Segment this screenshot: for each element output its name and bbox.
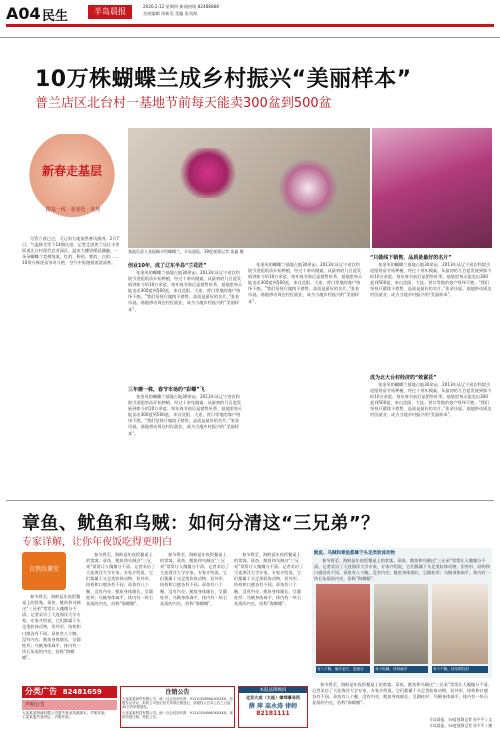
seafood-graphic <box>312 548 492 678</box>
page-header <box>0 0 500 38</box>
body-paragraph: 张金凤的蝴蝶兰基地占地30余亩，2013年从辽宁省农科院引进组培苗开始种植，经过十余年摸索，从最初的几百盆发展到如今的10万余盆。每年春节前后是销售旺季，基地里每天能卖出300盆到500盆，来自沈阳、大连、营口等地的客户络绎不绝。“我们坚持只做线下销售，品质是最好的名片。”张金凤说。基地带动周边村民就业，成为当地乡村振兴的“美丽样本”。 <box>370 262 492 298</box>
law-phone: 82181111 <box>256 710 290 717</box>
second-subheadline: 专家详解，让你年夜饭吃得更明白 <box>22 537 172 548</box>
octopus-image <box>316 584 370 664</box>
lead-headline: 10万株蝴蝶兰成乡村振兴“美丽样本” <box>35 67 412 92</box>
second-body-col5 <box>312 682 492 718</box>
law-box-title: 本报法律顾问 <box>239 687 307 693</box>
body-paragraph: 春节将至，海鲜是年夜饭餐桌上的常客。章鱼、鱿鱼和乌贼这“三兄弟”常常让人傻傻分不清。记者采访了大连海洋大学专家，专家介绍说，它们都属于头足类软体动物，但外形、结构和口感各有不同。章鱼有八个腕，没有内壳；鱿鱼身体细长，呈圆柱形；乌贼身体扁平，体内有一块石灰质的内壳，俗称“海螵蛸”。 <box>314 558 490 582</box>
lead-body-col3b <box>370 382 492 494</box>
body-paragraph: 春节将至，海鲜是年夜饭餐桌上的常客。章鱼、鱿鱼和乌贼这“三兄弟”常常让人傻傻分不清。记者采访了大连海洋大学专家，专家介绍说，它们都属于头足类软体动物，但外形、结构和口感各有不同。章鱼有八个腕，没有内壳；鱿鱼身体细长，呈圆柱形；乌贼身体扁平，体内有一块石灰质的内壳，俗称“海螵蛸”。 <box>234 552 304 606</box>
subhead-4: 成为北大台村经济的“致富花” <box>370 375 437 381</box>
second-body-col2 <box>86 552 156 684</box>
body-paragraph: 张金凤的蝴蝶兰基地占地30余亩，2013年从辽宁省农科院引进组培苗开始种植，经过十余年摸索，从最初的几百盆发展到如今的10万余盆。每年春节前后是销售旺季，基地里每天能卖出300盆到500盆，来自沈阳、大连、营口等地的客户络绎不绝。“我们坚持只做线下销售，品质是最好的名片。”张金凤说。基地带动周边村民就业，成为当地乡村振兴的“美丽样本”。 <box>128 270 243 312</box>
orchid-bloom <box>168 148 248 198</box>
notice-line: 大连某某商贸有限公司，统一社会信用代码：91210200MA0XXXXX，经股东会决议，拟向公司登记机关申请注销登记，请债权人自本公告之日起45日内申报债权。 <box>122 697 233 709</box>
second-body-col4 <box>234 552 304 684</box>
notice-box <box>120 686 235 728</box>
statement-line: 王某某遗失身份证，声明作废。 <box>22 715 73 720</box>
law-advisor-box <box>238 686 308 728</box>
lead-body-col1b <box>128 394 243 494</box>
classified-banner <box>22 686 117 698</box>
subhead-2: 三年磨一株，春节市场的“彩蝶”飞 <box>128 387 205 393</box>
footer-credit: 半岛晨报、39度视频记者 孙平平 / 文 <box>429 717 492 722</box>
photo-caption: 基地负责人张振峰介绍蝴蝶兰。半岛晨报、39度视频记者 姜鑫 摄 <box>128 249 244 254</box>
lead-subheadline: 普兰店区北台村一基地节前每天能卖300盆到500盆 <box>35 96 332 111</box>
notice-title: 注销公告 <box>165 689 190 696</box>
classified-label: 分类广告 <box>25 687 57 696</box>
nature-class-logo: 自然的课堂 <box>22 552 66 590</box>
statement-banner: 声明公告 <box>22 700 117 710</box>
second-headline: 章鱼、鱿鱼和乌贼：如何分清这“三兄弟”？ <box>22 513 380 534</box>
date-line: 2026.2.12 星期四 新闻热线 82488888 <box>143 4 219 9</box>
subhead-1: 创业10年，成了辽东半岛“兰花匠” <box>128 263 207 269</box>
lead-photo <box>128 128 370 248</box>
graphic-title: 鱿鱼、乌贼和章鱼都属于头足类软体动物 <box>314 551 395 556</box>
law-firm: 北京大成（大连）律师事务所 <box>245 695 301 700</box>
orchid-photo <box>372 128 492 248</box>
section-name: 民生 <box>42 9 69 24</box>
lawyers: 薛 萍 高永涛 律师 <box>248 703 298 710</box>
lead-body-col1 <box>128 270 243 386</box>
header-rule <box>6 24 494 27</box>
body-paragraph: 张金凤的蝴蝶兰基地占地30余亩，2013年从辽宁省农科院引进组培苗开始种植，经过十余年摸索，从最初的几百盆发展到如今的10万余盆。每年春节前后是销售旺季，基地里每天能卖出300盆到500盆，来自沈阳、大连、营口等地的客户络绎不绝。“我们坚持只做线下销售，品质是最好的名片。”张金凤说。基地带动周边村民就业，成为当地乡村振兴的“美丽样本”。 <box>248 262 363 304</box>
second-body-col3 <box>160 552 230 684</box>
lead-intro <box>22 236 122 496</box>
img-caption-1: 有八个腕，触手更长，更粗壮 <box>316 666 370 673</box>
editor-line: 首席编辑 周新发 美编 张凤海 <box>143 11 198 16</box>
lead-body-col2 <box>248 262 363 496</box>
cuttlefish-image <box>374 584 428 664</box>
kicker-subline: 踏基一线 · 看变化 · 发现 <box>45 207 101 213</box>
img-caption-2: 身子似桶，体形扁平 <box>374 666 428 673</box>
kicker-logo-text: 新春走基层 <box>42 164 103 178</box>
body-paragraph: 春节将至，海鲜是年夜饭餐桌上的常客。章鱼、鱿鱼和乌贼这“三兄弟”常常让人傻傻分不清。记者采访了大连海洋大学专家，专家介绍说，它们都属于头足类软体动物，但外形、结构和口感各有不同。章鱼有八个腕，没有内壳；鱿鱼身体细长，呈圆柱形；乌贼身体扁平，体内有一块石灰质的内壳，俗称“海螵蛸”。 <box>160 552 230 606</box>
graphic-intro <box>314 558 490 582</box>
statement-line: 大连某某物流有限公司遗失营业执照副本，声明作废。 <box>22 711 109 715</box>
footer-credit-2: 半岛晨报、39度视频记者 孙平平 / 摄 <box>429 723 492 728</box>
body-paragraph: 春节将至，海鲜是年夜饭餐桌上的常客。章鱼、鱿鱼和乌贼这“三兄弟”常常让人傻傻分不清。记者采访了大连海洋大学专家，专家介绍说，它们都属于头足类软体动物，但外形、结构和口感各有不同。章鱼有八个腕，没有内壳；鱿鱼身体细长，呈圆柱形；乌贼身体扁平，体内有一块石灰质的内壳，俗称“海螵蛸”。 <box>22 594 81 660</box>
intro-paragraph: 尽管立春已过，可辽南大地依然寒风凛冽。2月7日，气温降至零下14摄氏度，记者走进普兰店区丰荣街道北台村现代农业园区，温室大棚里暖意融融，一朵朵蝴蝶兰竞相绽放，红的、粉的、紫的、白的……10余万株花苗争奇斗艳，空气中弥漫着淡淡清香。 <box>22 236 120 266</box>
body-paragraph: 张金凤的蝴蝶兰基地占地30余亩，2013年从辽宁省农科院引进组培苗开始种植，经过十余年摸索，从最初的几百盆发展到如今的10万余盆。每年春节前后是销售旺季，基地里每天能卖出300盆到500盆，来自沈阳、大连、营口等地的客户络绎不绝。“我们坚持只做线下销售，品质是最好的名片。”张金凤说。基地带动周边村民就业，成为当地乡村振兴的“美丽样本”。 <box>370 382 492 418</box>
kicker-logo <box>22 134 122 224</box>
body-paragraph: 春节将至，海鲜是年夜饭餐桌上的常客。章鱼、鱿鱼和乌贼这“三兄弟”常常让人傻傻分不清。记者采访了大连海洋大学专家，专家介绍说，它们都属于头足类软体动物，但外形、结构和口感各有不同。章鱼有八个腕，没有内壳；鱿鱼身体细长，呈圆柱形；乌贼身体扁平，体内有一块石灰质的内壳，俗称“海螵蛸”。 <box>312 682 492 706</box>
subhead-3: “只做线下销售，品质是最好的名片” <box>370 255 452 261</box>
img-caption-3: 有十个腕，体呈圆柱形 <box>432 666 488 673</box>
page-code: A04 <box>6 4 41 23</box>
classified-phone: 82481659 <box>62 688 102 696</box>
masthead-logo: 半岛晨报 <box>88 5 132 19</box>
section-divider <box>6 500 494 501</box>
squid-image <box>432 584 488 664</box>
lead-body-col3 <box>370 262 492 372</box>
second-body-col1 <box>22 594 82 684</box>
orchid-bloom <box>278 158 338 218</box>
body-paragraph: 春节将至，海鲜是年夜饭餐桌上的常客。章鱼、鱿鱼和乌贼这“三兄弟”常常让人傻傻分不清。记者采访了大连海洋大学专家，专家介绍说，它们都属于头足类软体动物，但外形、结构和口感各有不同。章鱼有八个腕，没有内壳；鱿鱼身体细长，呈圆柱形；乌贼身体扁平，体内有一块石灰质的内壳，俗称“海螵蛸”。 <box>86 552 156 606</box>
statement-list <box>22 711 117 719</box>
notice-line: 大连某某科技有限公司，统一社会信用代码：91210204MA0XXXXX，现拟申请注销，特此公告。 <box>122 711 233 719</box>
body-paragraph: 张金凤的蝴蝶兰基地占地30余亩，2013年从辽宁省农科院引进组培苗开始种植，经过十余年摸索，从最初的几百盆发展到如今的10万余盆。每年春节前后是销售旺季，基地里每天能卖出300盆到500盆，来自沈阳、大连、营口等地的客户络绎不绝。“我们坚持只做线下销售，品质是最好的名片。”张金凤说。基地带动周边村民就业，成为当地乡村振兴的“美丽样本”。 <box>128 394 243 436</box>
